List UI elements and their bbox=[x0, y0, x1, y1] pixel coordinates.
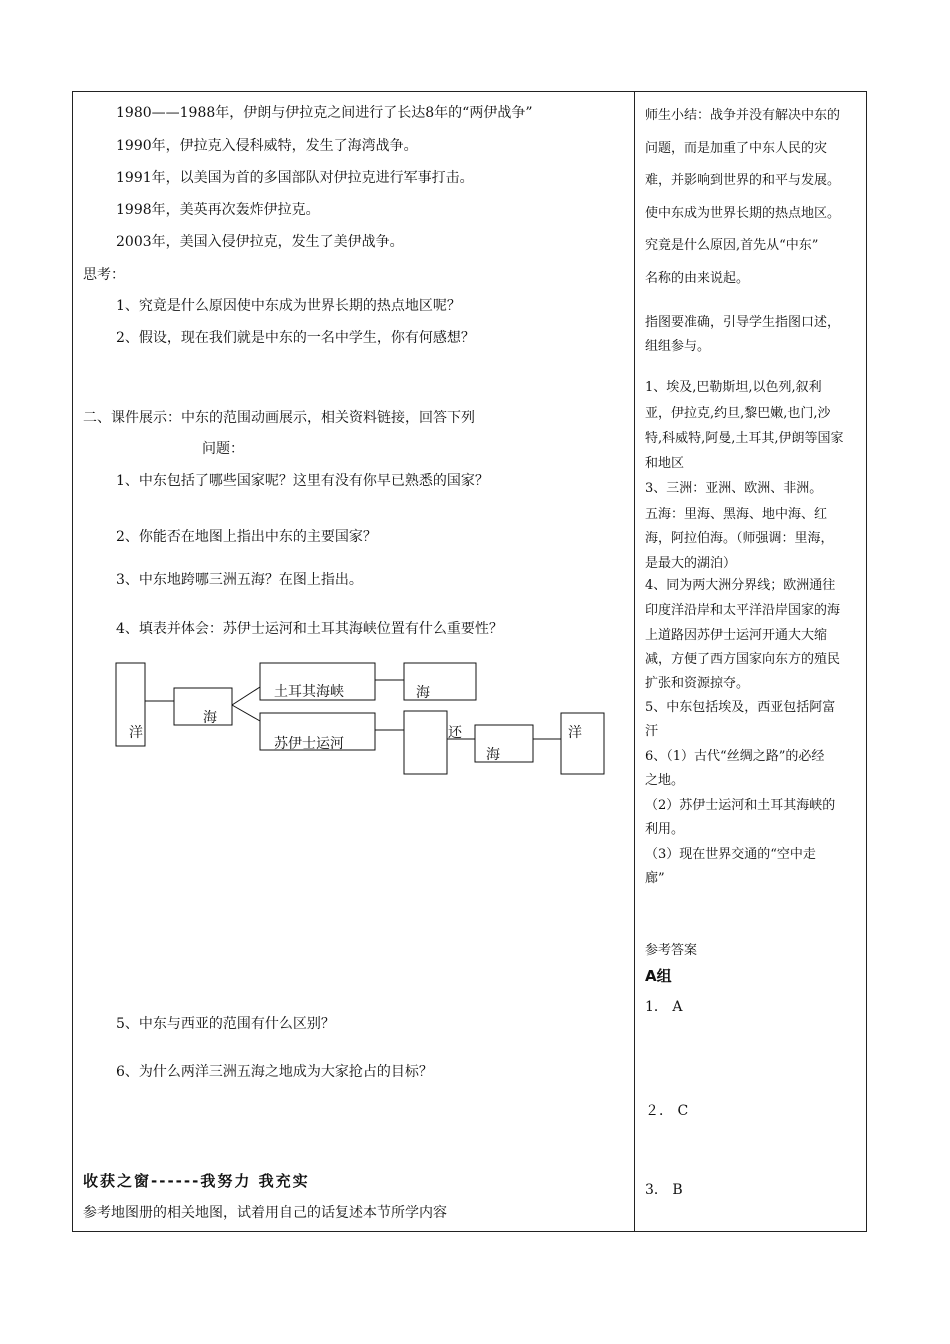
answer-line: 印度洋沿岸和太平洋沿岸国家的海 bbox=[645, 603, 841, 618]
answer-line: 亚，伊拉克,约旦,黎巴嫩,也门,沙 bbox=[645, 406, 831, 421]
timeline-item: 2003年，美国入侵伊拉克，发生了美伊战争。 bbox=[116, 234, 404, 250]
answer-line: 利用。 bbox=[645, 822, 685, 837]
strait-label: 土耳其海峡 bbox=[274, 684, 344, 700]
question-item: 2、你能否在地图上指出中东的主要国家？ bbox=[116, 529, 377, 545]
summary-line: 问题，而是加重了中东人民的灾 bbox=[645, 141, 828, 156]
question-item: 4、填表并体会：苏伊士运河和土耳其海峡位置有什么重要性？ bbox=[116, 621, 503, 637]
summary-line: 难，并影响到世界的和平与发展。 bbox=[645, 173, 841, 188]
question-item: 6、为什么两洋三洲五海之地成为大家抢占的目标？ bbox=[116, 1064, 433, 1080]
timeline-item: 1991年，以美国为首的多国部队对伊拉克进行军事打击。 bbox=[116, 170, 474, 186]
ocean-right-label: 洋 bbox=[568, 725, 582, 741]
answer-line: 和地区 bbox=[645, 456, 685, 471]
sea-right-top-label: 海 bbox=[416, 685, 430, 701]
mc-answer: 3． B bbox=[645, 1182, 683, 1198]
answer-line: 之地。 bbox=[645, 773, 685, 788]
summary-line: 究竟是什么原因,首先从“中东” bbox=[645, 238, 819, 253]
section2-heading: 二、课件展示：中东的范围动画展示，相关资料链接，回答下列 bbox=[83, 410, 475, 426]
connector-line bbox=[232, 705, 260, 721]
ocean-right-box bbox=[561, 713, 604, 774]
guide-line: 组组参与。 bbox=[645, 339, 711, 354]
harvest-title: 收获之窗------我努力 我充实 bbox=[83, 1172, 310, 1190]
answer-line: 特,科威特,阿曼,土耳其,伊朗等国家 bbox=[645, 431, 844, 446]
summary-line: 使中东成为世界长期的热点地区。 bbox=[645, 206, 841, 221]
question-item: 3、中东地跨哪三洲五海？在图上指出。 bbox=[116, 572, 363, 588]
sea-right-bottom-box bbox=[475, 725, 533, 762]
answer-line: 是最大的湖泊） bbox=[645, 556, 737, 571]
answer-line: 1、埃及,巴勒斯坦,以色列,叙利 bbox=[645, 380, 822, 395]
answer-line: （2）苏伊士运河和土耳其海峡的 bbox=[645, 798, 836, 813]
huan-box bbox=[404, 711, 447, 774]
answer-line: 汗 bbox=[645, 724, 659, 739]
section2-heading-cont: 问题： bbox=[202, 441, 244, 457]
timeline-item: 1990年，伊拉克入侵科威特，发生了海湾战争。 bbox=[116, 138, 418, 154]
answer-line: 减，方便了西方国家向东方的殖民 bbox=[645, 652, 841, 667]
guide-line: 指图要准确，引导学生指图口述， bbox=[645, 315, 841, 330]
answer-line: 五海：里海、黑海、地中海、红 bbox=[645, 507, 828, 522]
group-label: A组 bbox=[645, 967, 672, 985]
answer-line: 廊” bbox=[645, 871, 665, 886]
timeline-item: 1980——1988年，伊朗与伊拉克之间进行了长达8年的“两伊战争” bbox=[116, 105, 533, 121]
huan-label: 还 bbox=[448, 725, 462, 741]
ocean-left-label: 洋 bbox=[129, 725, 143, 741]
summary-line: 名称的由来说起。 bbox=[645, 271, 750, 286]
sea-mid-label: 海 bbox=[203, 710, 217, 726]
question-item: 1、中东包括了哪些国家呢？这里有没有你早已熟悉的国家？ bbox=[116, 473, 489, 489]
column-divider bbox=[634, 91, 635, 1232]
route-diagram bbox=[110, 655, 610, 780]
harvest-text: 参考地图册的相关地图，试着用自己的话复述本节所学内容 bbox=[83, 1205, 447, 1221]
reference-answer-label: 参考答案 bbox=[645, 943, 698, 958]
think-question: 2、假设，现在我们就是中东的一名中学生，你有何感想？ bbox=[116, 330, 475, 346]
answer-line: 3、三洲：亚洲、欧洲、非洲。 bbox=[645, 481, 823, 496]
answer-line: 扩张和资源掠夺。 bbox=[645, 676, 750, 691]
summary-line: 师生小结：战争并没有解决中东的 bbox=[645, 108, 841, 123]
answer-line: 5、中东包括埃及，西亚包括阿富 bbox=[645, 700, 836, 715]
mc-answer: ２． C bbox=[645, 1103, 689, 1119]
think-question: 1、究竟是什么原因使中东成为世界长期的热点地区呢？ bbox=[116, 298, 461, 314]
timeline-item: 1998年，美英再次轰炸伊拉克。 bbox=[116, 202, 320, 218]
answer-line: 上道路因苏伊士运河开通大大缩 bbox=[645, 628, 828, 643]
canal-label: 苏伊士运河 bbox=[274, 736, 344, 752]
question-item: 5、中东与西亚的范围有什么区别？ bbox=[116, 1016, 335, 1032]
sea-right-top-box bbox=[404, 663, 476, 700]
answer-line: （3）现在世界交通的“空中走 bbox=[645, 847, 816, 862]
answer-line: 6、（1）古代“丝绸之路”的必经 bbox=[645, 749, 825, 764]
answer-line: 4、同为两大洲分界线；欧洲通往 bbox=[645, 578, 836, 593]
answer-line: 海，阿拉伯海。（师强调：里海， bbox=[645, 531, 834, 546]
connector-line bbox=[232, 687, 260, 705]
think-label: 思考： bbox=[83, 267, 125, 283]
sea-right-bottom-label: 海 bbox=[486, 747, 500, 763]
mc-answer: 1． A bbox=[645, 999, 683, 1015]
